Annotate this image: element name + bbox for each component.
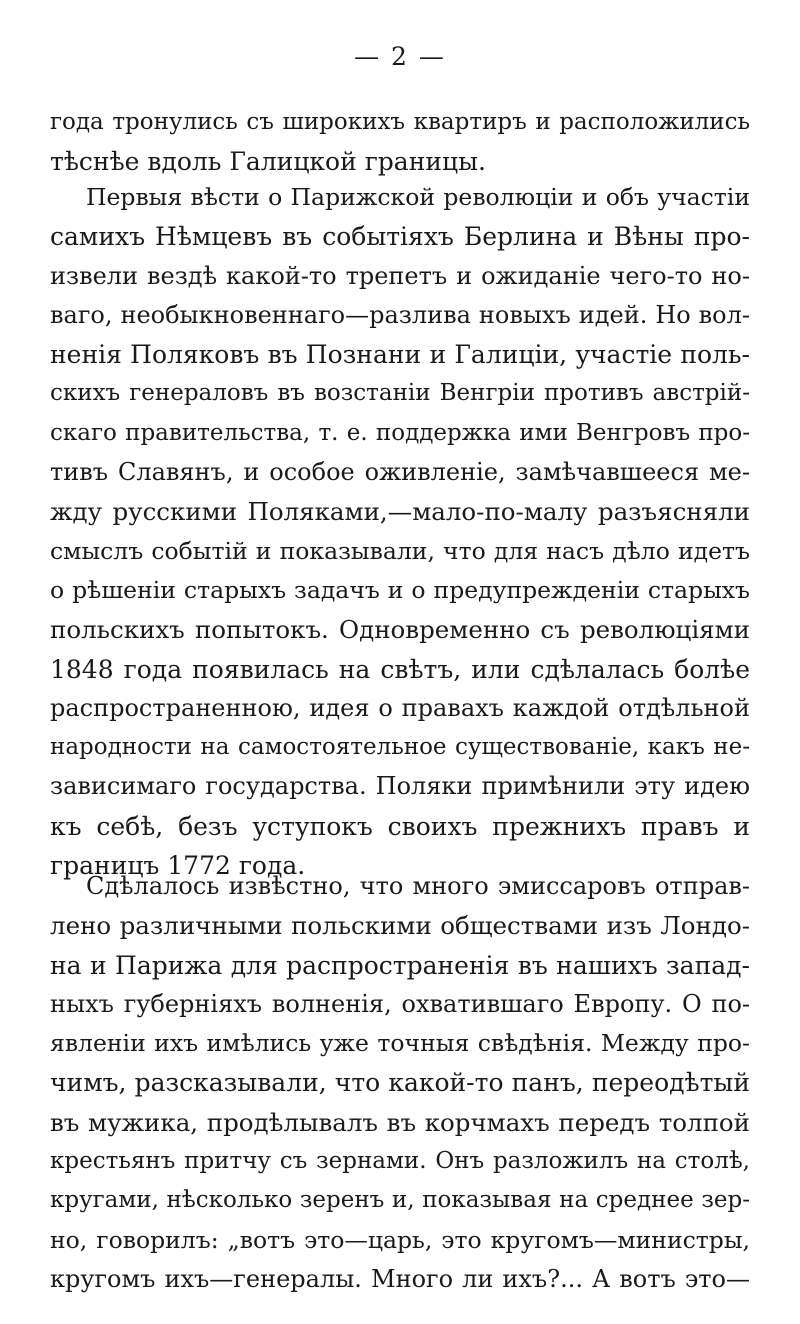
- page-number: — 2 —: [354, 42, 446, 71]
- text-line: кругомъ ихъ—генералы. Много ли ихъ?... А вотъ это—: [50, 1264, 750, 1293]
- text-line: въ мужика, продѣлывалъ въ корчмахъ передъ толпой: [50, 1107, 750, 1137]
- text-line: чимъ, разсказывали, что какой-то панъ, переодѣтый: [50, 1068, 750, 1098]
- paragraph-continuation: [50, 103, 750, 182]
- text-line: зависимаго государства. Поляки примѣнили эту идею: [50, 772, 750, 801]
- text-line: самихъ Нѣмцевъ въ событіяхъ Берлина и Вѣны про-: [50, 222, 750, 252]
- text-line: ненія Поляковъ въ Познани и Галиціи, участіе поль-: [50, 340, 750, 370]
- text-line: тѣснѣе вдоль Галицкой границы.: [50, 147, 486, 177]
- paragraph: [50, 867, 750, 1299]
- text-line: извели вездѣ какой-то трепетъ и ожиданіе чего-то но-: [50, 261, 750, 290]
- text-line: Первыя вѣсти о Парижской революціи и объ участіи: [86, 183, 750, 211]
- text-line: 1848 года появилась на свѣтъ, или сдѣлалась болѣе: [50, 654, 750, 684]
- text-line: границъ 1772 года.: [50, 851, 306, 881]
- text-line: но, говорилъ: „вотъ это—царь, это кругомъ—министры,: [50, 1225, 750, 1254]
- text-line: кругами, нѣсколько зеренъ и, показывая на среднее зер-: [50, 1187, 750, 1214]
- text-line: тивъ Славянъ, и особое оживленіе, замѣчавшееся ме-: [50, 458, 750, 487]
- text-line: народности на самостоятельное существованіе, какъ не-: [50, 734, 750, 761]
- text-line: на и Парижа для распространенія въ нашихъ запад-: [50, 950, 750, 980]
- text-line: крестьянъ притчу съ зернами. Онъ разложилъ на столѣ,: [50, 1148, 750, 1175]
- text-line: скихъ генераловъ въ возстаніи Венгріи противъ австрій-: [50, 380, 750, 407]
- text-line: ныхъ губерніяхъ волненія, охватившаго Европу. О по-: [50, 989, 750, 1018]
- text-line: о рѣшеніи старыхъ задачъ и о предупрежденіи старыхъ: [50, 575, 750, 604]
- text-line: ваго, необыкновеннаго—разлива новыхъ идей. Но вол-: [50, 300, 750, 329]
- text-line: жду русскими Поляками,—мало-по-малу разъясняли: [50, 497, 750, 527]
- text-line: смыслъ событій и показывали, что для насъ дѣло идетъ: [50, 536, 750, 565]
- text-line: Сдѣлалось извѣстно, что много эмиссаровъ отправ-: [86, 872, 750, 900]
- text-line: явленіи ихъ имѣлись уже точныя свѣдѣнія. Между про-: [50, 1029, 750, 1058]
- text-line: года тронулись съ широкихъ квартиръ и расположились: [50, 109, 750, 135]
- text-line: скаго правительства, т. е. поддержка ими Венгровъ про-: [50, 419, 750, 446]
- paragraph: [50, 178, 750, 885]
- text-line: польскихъ попытокъ. Одновременно съ революціями: [50, 615, 750, 645]
- text-line: распространенною, идея о правахъ каждой отдѣльной: [50, 693, 750, 722]
- text-line: къ себѣ, безъ уступокъ своихъ прежнихъ правъ и: [50, 811, 750, 841]
- text-line: лено различными польскими обществами изъ Лондо-: [50, 911, 750, 941]
